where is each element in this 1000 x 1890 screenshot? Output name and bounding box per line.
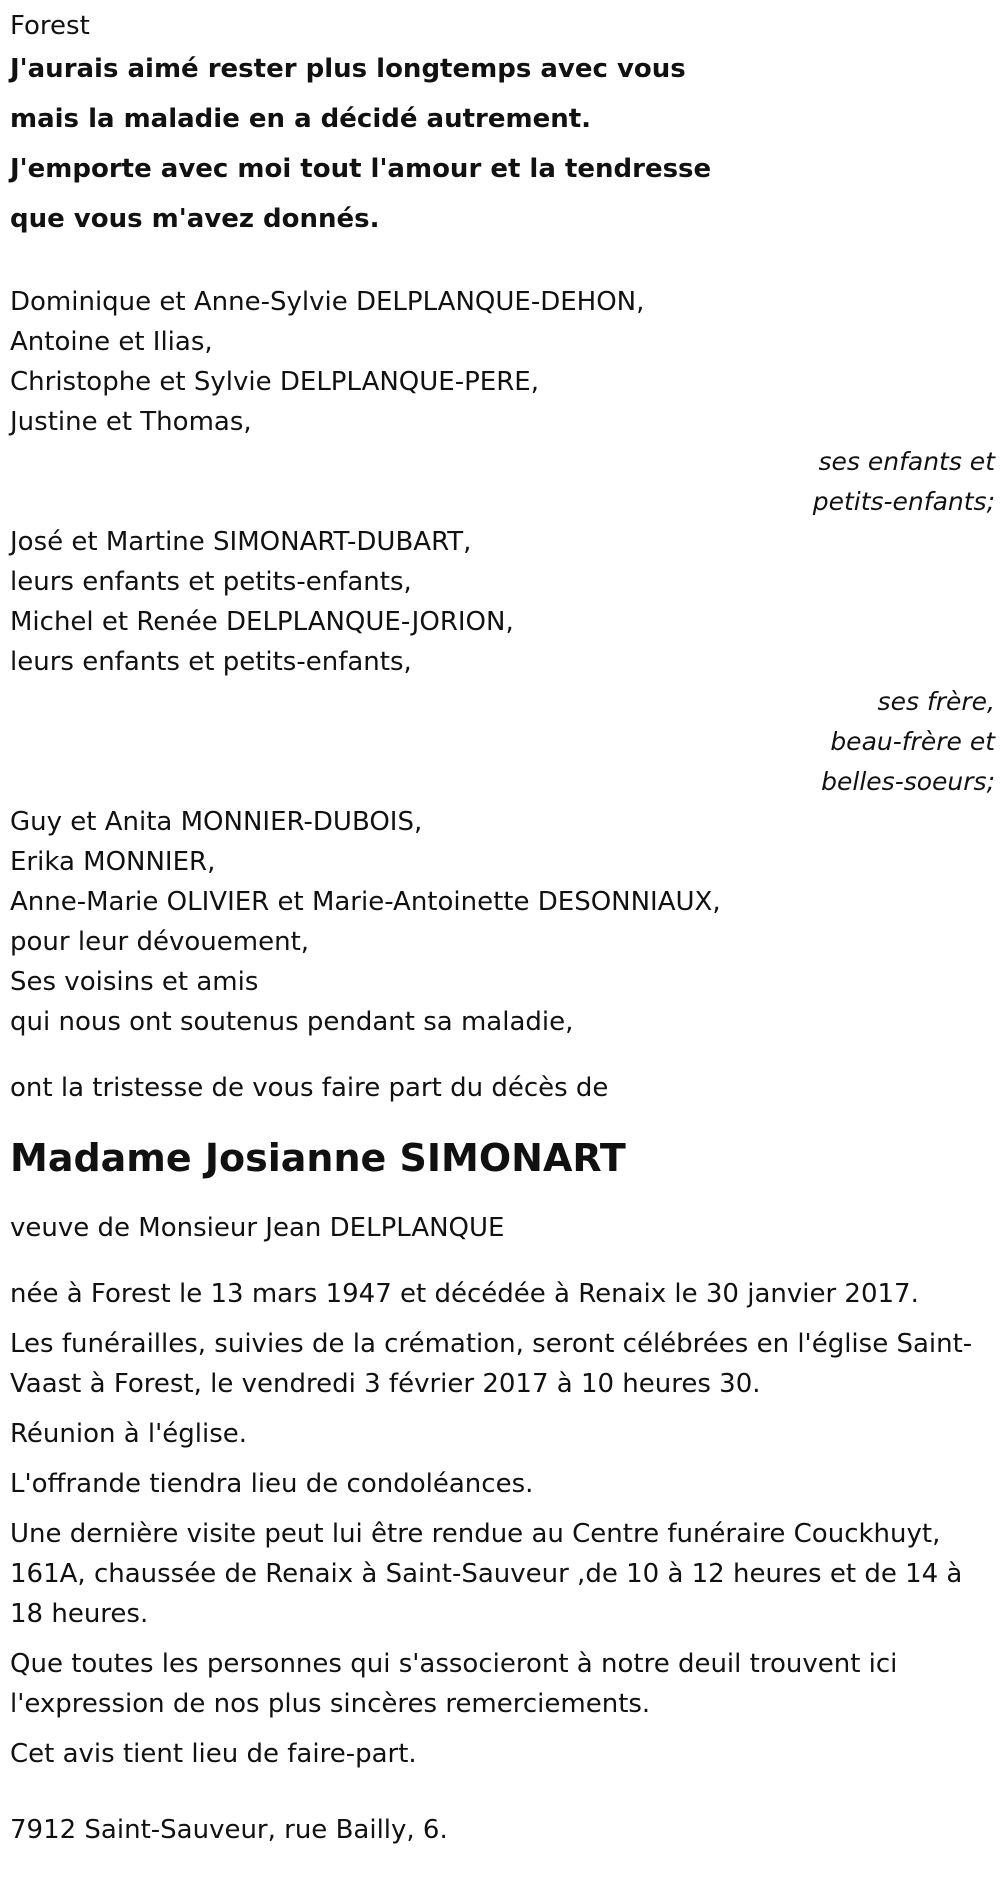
announcement-text: ont la tristesse de vous faire part du décès de [10,1073,609,1103]
role-line: ses frère, [877,687,995,716]
role-line: ses enfants et [818,447,995,476]
family-line: Justine et Thomas, [10,407,252,437]
notice-column [10,8,995,1850]
family-line: qui nous ont soutenus pendant sa maladie, [10,1007,574,1037]
quote-line: J'aurais aimé rester plus longtemps avec vous [10,54,686,84]
children-role [10,442,995,522]
spacer [10,1784,995,1810]
siblings-role [10,682,995,802]
place-heading: Forest [10,11,90,41]
spacer [10,1108,995,1130]
family-line: Anne-Marie OLIVIER et Marie-Antoinette DESONNIAUX, [10,887,721,917]
role-line: beau-frère et [830,727,995,756]
role-line: belles-soeurs; [821,767,995,796]
notice-info: Cet avis tient lieu de faire-part. [10,1739,417,1769]
quote-block [10,44,995,244]
siblings-list [10,522,995,682]
quote-line: mais la maladie en a décidé autrement. [10,104,592,134]
role-line: petits-enfants; [812,487,995,516]
family-line: Dominique et Anne-Sylvie DELPLANQUE-DEHON, [10,287,645,317]
funeral-info: Les funérailles, suivies de la crémation, seront célébrées en l'église Saint-Vaast à Forest, le vendredi 3 février 2017 à 10 heures 30. [10,1329,973,1399]
meeting-info: Réunion à l'église. [10,1419,248,1449]
birth-death-dates: née à Forest le 13 mars 1947 et décédée à Renaix le 30 janvier 2017. [10,1279,919,1309]
spacer [10,1248,995,1274]
family-line: pour leur dévouement, [10,927,310,957]
spacer [10,1042,995,1068]
thanks-info: Que toutes les personnes qui s'associeront à notre deuil trouvent ici l'expression de nos plus sincères remerciements. [10,1649,898,1719]
offering-info: L'offrande tiendra lieu de condoléances. [10,1469,534,1499]
family-line: leurs enfants et petits-enfants, [10,567,412,597]
spacer [10,1186,995,1208]
others-list [10,802,995,1042]
family-line: Erika MONNIER, [10,847,216,877]
children-list [10,282,995,442]
visit-info: Une dernière visite peut lui être rendue au Centre funéraire Couckhuyt, 161A, chaussée de Renaix à Saint-Sauveur ,de 10 à 12 heures et de 14 à 18 heures. [10,1519,963,1629]
quote-line: que vous m'avez donnés. [10,204,380,234]
family-line: Antoine et Ilias, [10,327,213,357]
deceased-name: Madame Josianne SIMONART [10,1136,626,1180]
spacer [10,244,995,282]
family-line: leurs enfants et petits-enfants, [10,647,412,677]
details-block [10,1274,995,1774]
family-line: Ses voisins et amis [10,967,259,997]
widow-of-text: veuve de Monsieur Jean DELPLANQUE [10,1213,505,1243]
family-line: Guy et Anita MONNIER-DUBOIS, [10,807,423,837]
family-line: José et Martine SIMONART-DUBART, [10,527,472,557]
quote-line: J'emporte avec moi tout l'amour et la tendresse [10,154,712,184]
family-line: Christophe et Sylvie DELPLANQUE-PERE, [10,367,539,397]
address-text: 7912 Saint-Sauveur, rue Bailly, 6. [10,1815,448,1845]
family-line: Michel et Renée DELPLANQUE-JORION, [10,607,514,637]
